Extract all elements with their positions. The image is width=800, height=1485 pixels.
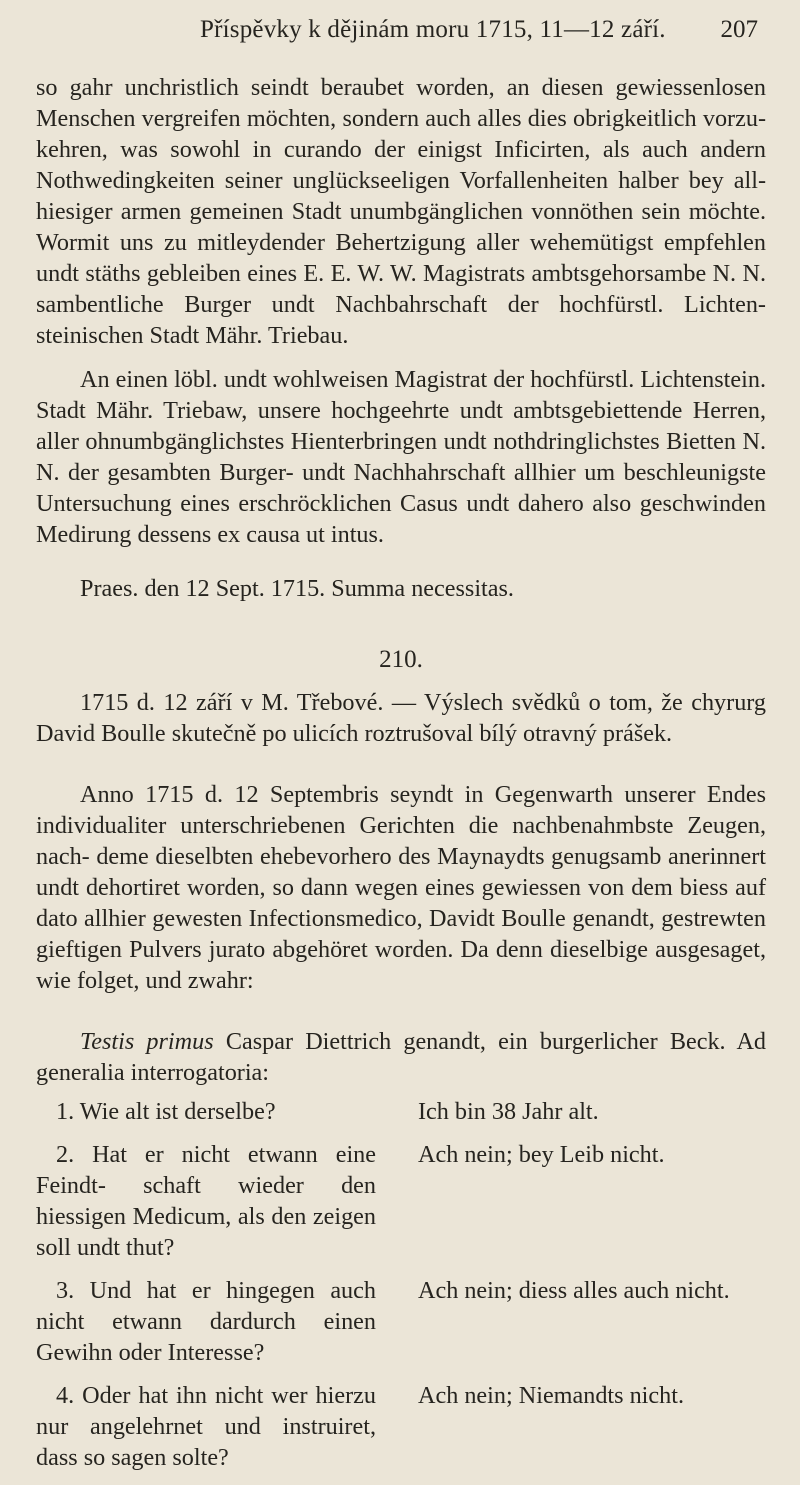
testis-label: Testis primus xyxy=(80,1028,214,1055)
interrogation-list xyxy=(36,1096,766,1473)
question-1: 1. Wie alt ist derselbe? xyxy=(56,1098,276,1125)
qa-row xyxy=(36,1096,766,1127)
answer-1: Ich bin 38 Jahr alt. xyxy=(418,1098,599,1125)
testis-paragraph xyxy=(36,1026,766,1088)
qa-row xyxy=(36,1139,766,1263)
page-body xyxy=(36,72,766,1485)
question-2: 2. Hat er nicht etwann eine Feindt- schaft wieder den hiessigen Medicum, als den zeigen soll undt thut? xyxy=(36,1141,376,1261)
paragraph-4: Anno 1715 d. 12 Septembris seyndt in Gegenwarth unserer Endes individualiter unterschriebenen Gerichten die nachbenahmbste Zeugen, nach- deme dieselbten ehebevorhero des Maynaydts genugsamb anerinnert undt dehortiret worden, so dann wegen eines gewiessen von dem biess auf dato allhier gewesten Infectionsmedico, Davidt Boulle genandt, gestrewten gieftigen Pulvers jurato abgehöret worden. Da denn dieselbige ausgesaget, wie folget, und zwahr: xyxy=(36,781,766,994)
answer-4: Ach nein; Niemandts nicht. xyxy=(418,1382,685,1409)
question-4: 4. Oder hat ihn nicht wer hierzu nur angelehrnet und instruiret, dass so sagen solte? xyxy=(36,1382,376,1471)
qa-row xyxy=(36,1380,766,1473)
page-number: 207 xyxy=(720,16,758,43)
testis-text: Caspar Diettrich genandt, ein burgerlicher Beck. Ad generalia interrogatoria: xyxy=(36,1028,767,1086)
paragraph-3: Praes. den 12 Sept. 1715. Summa necessitas. xyxy=(80,575,514,602)
answer-2: Ach nein; bey Leib nicht. xyxy=(418,1141,665,1168)
question-3: 3. Und hat er hingegen auch nicht etwann dardurch einen Gewihn oder Interesse? xyxy=(36,1277,376,1366)
running-title: Příspěvky k dějinám moru 1715, 11—12 září. xyxy=(200,16,666,43)
document-summary: 1715 d. 12 září v M. Třebové. — Výslech svědků o tom, že chyrurg David Boulle skutečně po ulicích roztrušoval bílý otravný prášek. xyxy=(36,689,766,747)
page-header xyxy=(0,16,800,48)
paragraph-2: An einen löbl. undt wohlweisen Magistrat der hochfürstl. Lichtenstein. Stadt Mähr. Triebaw, unsere hochgeehrte undt ambtsgebiettende Herren, aller ohnumbgänglichstes Hienterbringen undt nothdringlichstes Bietten N. N. der gesambten Burger- undt Nachhahrschaft allhier um beschleunigste Untersuchung eines erschröcklichen Casus undt dahero also geschwinden Medirung dessens ex causa ut intus. xyxy=(36,366,766,548)
paragraph-1: so gahr unchristlich seindt beraubet worden, an diesen gewiessenlosen Menschen vergreifen möchten, sondern auch alles dies obrigkeitlich vorzu- kehren, was sowohl in curando der einigst Inficirten, als auch andern Nothwedingkeiten seiner unglückseeligen Vorfallenheiten halber bey all- hiesiger armen gemeinen Stadt unumbgänglichen vonnöthen sein möchte. Wormit uns zu mitleydender Behertzigung aller wehemütigst empfehlen undt stäths gebleiben eines E. E. W. W. Magistrats ambtsgehorsambe N. N. sambentliche Burger undt Nachbahrschaft der hochfürstl. Lichten- steinischen Stadt Mähr. Triebau. xyxy=(36,74,766,349)
qa-row xyxy=(36,1275,766,1368)
document-number: 210. xyxy=(379,646,423,673)
answer-3: Ach nein; diess alles auch nicht. xyxy=(418,1277,730,1304)
